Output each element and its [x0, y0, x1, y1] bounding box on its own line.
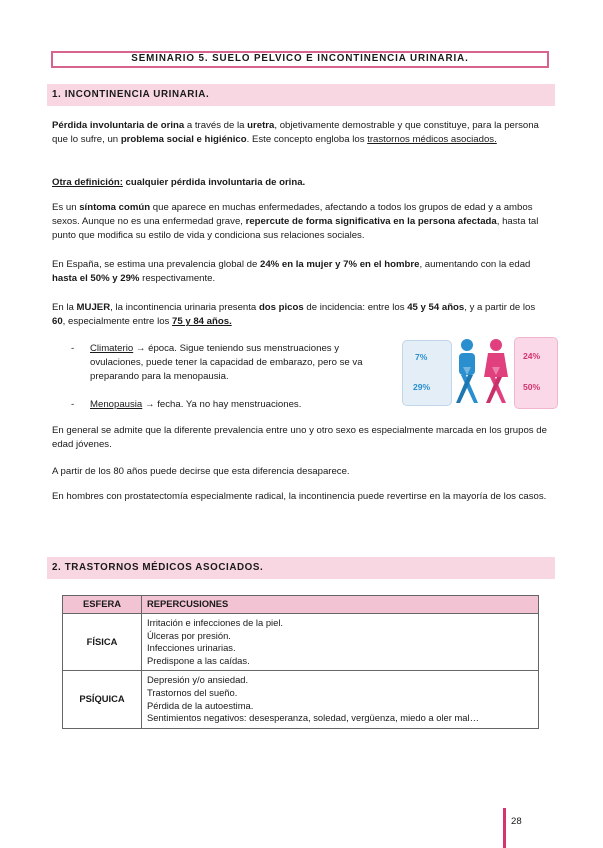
section-heading-incontinencia: 1. INCONTINENCIA URINARIA.	[47, 84, 555, 106]
women-prevalence-box	[514, 337, 558, 409]
repercusiones-cell	[142, 614, 539, 671]
list-item: Pérdida de la autoestima.	[147, 699, 254, 711]
list-item: Depresión y/o ansiedad.	[147, 674, 249, 686]
men-prevalence-global: 7%	[415, 352, 428, 362]
paragraph-other-definition: Otra definición: cualquier pérdida involuntaria de orina.	[52, 177, 306, 188]
prevalence-infographic	[402, 337, 557, 410]
page-number: 28	[511, 816, 522, 827]
bullet-dash: -	[71, 343, 75, 354]
table-row	[63, 671, 539, 728]
column-header-repercusiones: REPERCUSIONES	[142, 596, 539, 614]
list-item: Úlceras por presión.	[147, 629, 231, 641]
paragraph-general-difference: En general se admite que la diferente prevalencia entre uno y otro sexo es especialmente marcada en los grupos de edad jóvenes.	[52, 425, 547, 451]
bullet-dash: -	[71, 399, 75, 410]
page-number-bar	[503, 808, 506, 848]
table-row	[63, 614, 539, 671]
repercusiones-cell	[142, 671, 539, 728]
paragraph-prostatectomy: En hombres con prostatectomía especialmente radical, la incontinencia puede revertirse en la mayoría de los casos.	[52, 491, 547, 502]
women-prevalence-global: 24%	[523, 351, 541, 361]
list-item: Infecciones urinarias.	[147, 642, 236, 654]
list-item: Predispone a las caídas.	[147, 654, 250, 666]
esfera-cell: FÍSICA	[63, 614, 142, 671]
paragraph-age-80: A partir de los 80 años puede decirse que esta diferencia desaparece.	[52, 466, 350, 477]
list-item: Irritación e infecciones de la piel.	[147, 617, 284, 628]
list-item: Trastornos del sueño.	[147, 686, 238, 698]
man-woman-crossed-legs-icon	[450, 337, 514, 410]
paragraph-prevalence-spain: En España, se estima una prevalencia global de 24% en la mujer y 7% en el hombre, aumentando con la edad hasta el 50% y 29% respectivamente.	[52, 259, 531, 285]
women-prevalence-elderly: 50%	[523, 382, 541, 392]
paragraph-definition: Pérdida involuntaria de orina a través de la uretra, objetivamente demostrable y que constituye, para la persona que lo sufre, un problema social e higiénico. Este concepto engloba los trastornos médicos asociados.	[52, 120, 539, 146]
associated-disorders-table	[62, 595, 539, 729]
men-prevalence-elderly: 29%	[413, 382, 431, 392]
column-header-esfera: ESFERA	[63, 596, 142, 614]
esfera-cell: PSÍQUICA	[63, 671, 142, 728]
list-item: Sentimientos negativos: desesperanza, soledad, vergüenza, miedo a oler mal…	[147, 712, 479, 724]
paragraph-women-peaks: En la MUJER, la incontinencia urinaria presenta dos picos de incidencia: entre los 45 y 54 años, y a partir de los 60, especialmente entre los 75 y 84 años.	[52, 302, 536, 328]
document-title: SEMINARIO 5. SUELO PELVICO E INCONTINENCIA URINARIA.	[51, 51, 549, 68]
section-heading-trastornos: 2. TRASTORNOS MÉDICOS ASOCIADOS.	[47, 557, 555, 579]
paragraph-common-symptom: Es un síntoma común que aparece en muchas enfermedades, afectando a todos los grupos de edad y a ambos sexos. Aunque no es una enfermedad grave, repercute de forma significativa en la persona afectada, hasta tal punto que modifica su estilo de vida y condiciona sus relaciones sociales.	[52, 202, 539, 242]
bullet-climaterio: Climaterio → época. Sigue teniendo sus menstruaciones y ovulaciones, puede tener la capacidad de embarazo, pero se va preparando para la menopausia.	[90, 343, 363, 383]
bullet-menopausia: Menopausia → fecha. Ya no hay menstruaciones.	[90, 399, 302, 410]
table-header-row	[63, 596, 539, 614]
